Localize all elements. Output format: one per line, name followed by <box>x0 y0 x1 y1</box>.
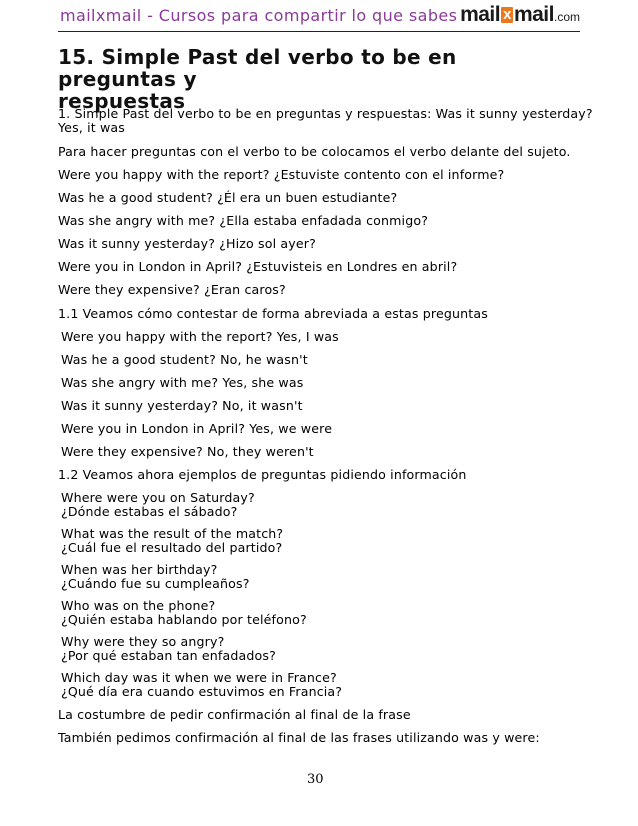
example-line: Was he a good student? ¿Él era un buen estudiante? <box>58 190 398 205</box>
question-line: Which day was it when we were in France? <box>61 670 337 685</box>
paragraph-line: También pedimos confirmación al final de las frases utilizando was y were: <box>58 730 540 745</box>
translation-line: ¿Quién estaba hablando por teléfono? <box>61 612 307 627</box>
paragraph-line: Yes, it was <box>58 120 126 135</box>
example-line: Were you in London in April? ¿Estuvisteis en Londres en abril? <box>58 259 458 274</box>
answer-line: Was he a good student? No, he wasn't <box>61 352 308 367</box>
paragraph-line: Para hacer preguntas con el verbo to be colocamos el verbo delante del sujeto. <box>58 144 571 159</box>
question-line: Who was on the phone? <box>61 598 216 613</box>
page-number: 30 <box>307 772 324 787</box>
header-title: mailxmail - Cursos para compartir lo que sabes <box>60 6 458 25</box>
answer-line: Were they expensive? No, they weren't <box>61 444 314 459</box>
subsection-heading: 1.1 Veamos cómo contestar de forma abreviada a estas preguntas <box>58 306 488 321</box>
translation-line: ¿Cuál fue el resultado del partido? <box>61 540 283 555</box>
answer-line: Was it sunny yesterday? No, it wasn't <box>61 398 303 413</box>
answer-line: Were you happy with the report? Yes, I was <box>61 329 339 344</box>
example-line: Was it sunny yesterday? ¿Hizo sol ayer? <box>58 236 316 251</box>
example-line: Was she angry with me? ¿Ella estaba enfadada conmigo? <box>58 213 429 228</box>
example-line: Were they expensive? ¿Eran caros? <box>58 282 286 297</box>
section-heading: 15. Simple Past del verbo to be en preguntas y respuestas <box>58 45 457 113</box>
translation-line: ¿Por qué estaban tan enfadados? <box>61 648 276 663</box>
question-line: Where were you on Saturday? <box>61 490 255 505</box>
subsection-heading: 1.2 Veamos ahora ejemplos de preguntas pidiendo información <box>58 467 467 482</box>
header-divider <box>58 31 580 32</box>
paragraph-line: La costumbre de pedir confirmación al final de la frase <box>58 707 411 722</box>
translation-line: ¿Cuándo fue su cumpleaños? <box>61 576 250 591</box>
answer-line: Was she angry with me? Yes, she was <box>61 375 304 390</box>
translation-line: ¿Dónde estabas el sábado? <box>61 504 238 519</box>
paragraph-line: 1. Simple Past del verbo to be en preguntas y respuestas: Was it sunny yesterday? <box>58 106 593 121</box>
page-header <box>58 2 580 32</box>
example-line: Were you happy with the report? ¿Estuviste contento con el informe? <box>58 167 505 182</box>
translation-line: ¿Qué día era cuando estuvimos en Francia? <box>61 684 343 699</box>
mailxmail-logo: mail x mail.com <box>460 3 580 26</box>
answer-line: Were you in London in April? Yes, we were <box>61 421 333 436</box>
question-line: When was her birthday? <box>61 562 218 577</box>
question-line: What was the result of the match? <box>61 526 284 541</box>
question-line: Why were they so angry? <box>61 634 225 649</box>
